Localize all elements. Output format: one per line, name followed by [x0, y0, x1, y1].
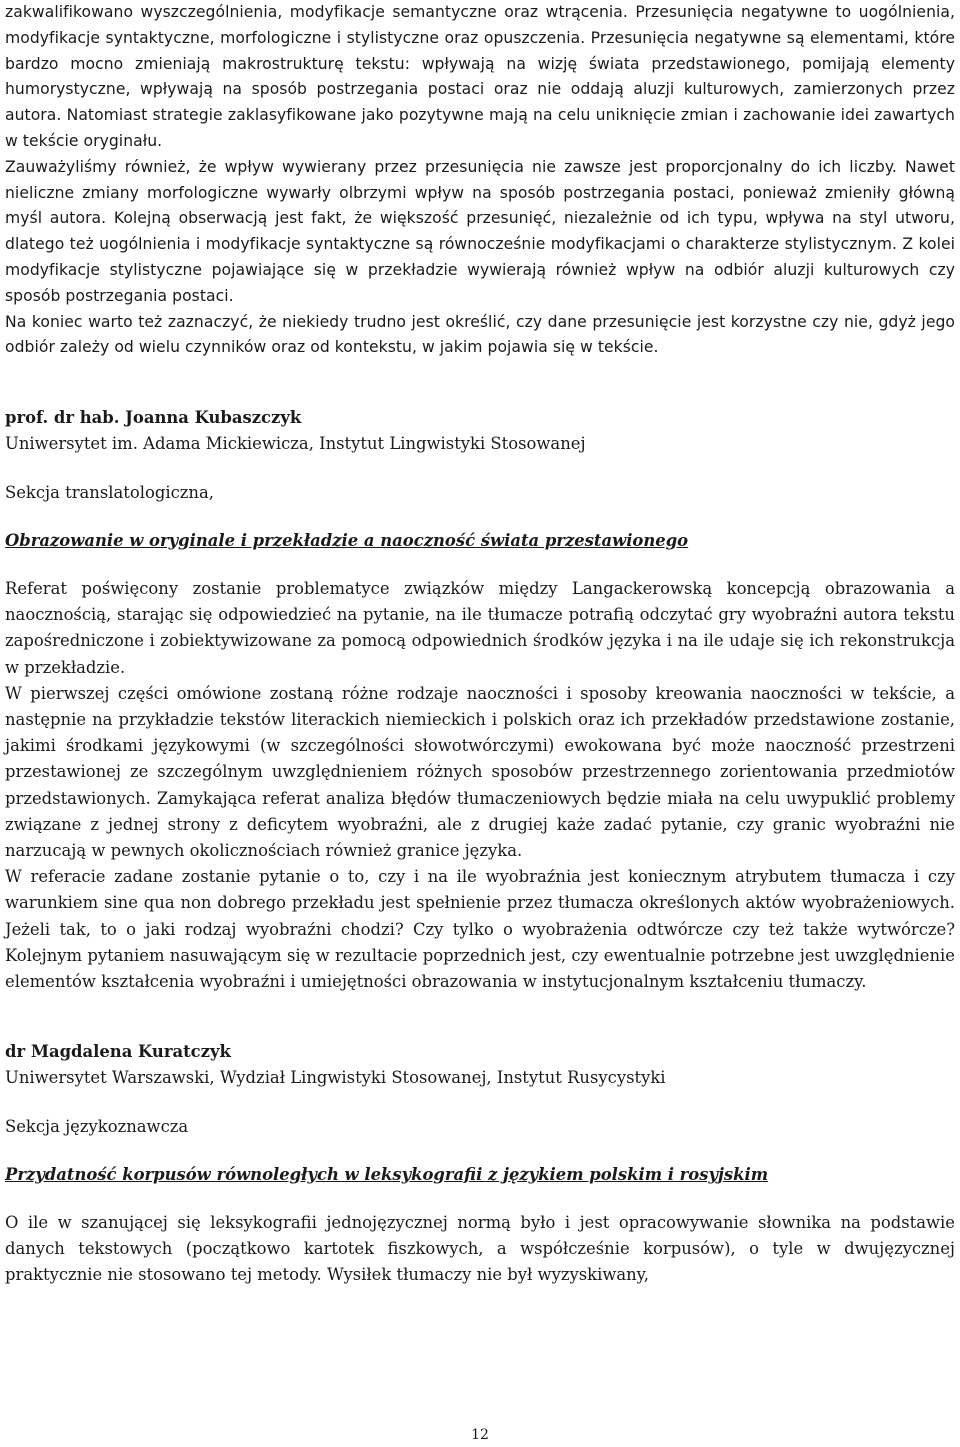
- affiliation: Uniwersytet Warszawski, Wydział Lingwistyki Stosowanej, Instytut Rusycystyki: [5, 1068, 666, 1088]
- author-line: [5, 405, 955, 431]
- author-name: Magdalena Kuratczyk: [30, 1042, 231, 1062]
- paragraph: Na koniec warto też zaznaczyć, że niekiedy trudno jest określić, czy dane przesunięcie jest korzystne czy nie, gdyż jego odbiór zależy od wielu czynników oraz od kontekstu, w jakim pojawia się w tekście.: [5, 312, 955, 357]
- document-page: [5, 0, 955, 1289]
- section-name: Sekcja językoznawcza: [5, 1116, 189, 1136]
- author-title: dr: [5, 1042, 26, 1062]
- paragraph: zakwalifikowano wyszczególnienia, modyfikacje semantyczne oraz wtrącenia. Przesunięcia negatywne to uogólnienia, modyfikacje syntaktyczne, morfologiczne i stylistyczne oraz opuszczenia. Przesunięcia negatywne są elementami, które bardzo mocno zmieniają makrostrukturę tekstu: wpływają na wizję świata przedstawionego, pomijają elementy humorystyczne, wpływają na sposób postrzegania postaci oraz nie oddają aluzji kulturowych, zamierzonych przez autora. Natomiast strategie zaklasyfikowane jako pozytywne mają na celu uniknięcie zmian i zachowanie idei zawartych w tekście oryginału.: [5, 3, 955, 150]
- closing-section: [5, 0, 955, 361]
- talk-title: Przydatność korpusów równoległych w leksykografii z językiem polskim i rosyjskim: [5, 1164, 769, 1184]
- abstract-entry-kuratczyk: [5, 1039, 955, 1288]
- author-name: Joanna Kubaszczyk: [125, 408, 302, 428]
- abstract-entry-kubaszczyk: [5, 405, 955, 995]
- author-title: prof. dr hab.: [5, 408, 120, 428]
- page-number: 12: [471, 1427, 489, 1443]
- talk-title: Obrazowanie w oryginale i przekładzie a naoczność świata przestawionego: [5, 530, 689, 550]
- author-line: [5, 1039, 955, 1065]
- paragraph: Zauważyliśmy również, że wpływ wywierany przez przesunięcia nie zawsze jest proporcjonalny do ich liczby. Nawet nieliczne zmiany morfologiczne wywarły olbrzymi wpływ na sposób postrzegania postaci, ponieważ zmieniły główną myśl autora. Kolejną obserwacją jest fakt, że większość przesunięć, niezależnie od ich typu, wpływa na styl utworu, dlatego też uogólnienia i modyfikacje syntaktyczne są równocześnie modyfikacjami o charakterze stylistycznym. Z kolei modyfikacje stylistyczne pojawiające się w przekładzie wywierają również wpływ na odbiór aluzji kulturowych czy sposób postrzegania postaci.: [5, 157, 955, 305]
- paragraph: W referacie zadane zostanie pytanie o to, czy i na ile wyobraźnia jest koniecznym atrybutem tłumacza i czy warunkiem sine qua non dobrego przekładu jest spełnienie przez tłumacza określonych aktów wyobrażeniowych. Jeżeli tak, to o jaki rodzaj wyobraźni chodzi? Czy tylko o wyobrażenia odtwórcze czy też także wytwórcze? Kolejnym pytaniem nasuwającym się w rezultacie poprzednich jest, czy ewentualnie potrzebne jest uwzględnienie elementów kształcenia wyobraźni i umiejętności obrazowania w instytucjonalnym kształceniu tłumaczy.: [5, 867, 955, 992]
- affiliation: Uniwersytet im. Adama Mickiewicza, Instytut Lingwistyki Stosowanej: [5, 434, 586, 454]
- section-name: Sekcja translatologiczna,: [5, 482, 214, 502]
- paragraph: W pierwszej części omówione zostaną różne rodzaje naoczności i sposoby kreowania naoczności w tekście, a następnie na przykładzie tekstów literackich niemieckich i polskich oraz ich przekładów przedstawione zostanie, jakimi środkami językowymi (w szczególności słowotwórczymi) ewokowana być może naoczność przestrzeni przestawionej ze szczególnym uwzględnieniem różnych sposobów przestrzennego zorientowania przedmiotów przedstawionych. Zamykająca referat analiza błędów tłumaczeniowych będzie miała na celu uwypuklić problemy związane z jednej strony z deficytem wyobraźni, ale z drugiej każe zadać pytanie, czy granic wyobraźni nie narzucają w pewnych okolicznościach również granice języka.: [5, 683, 955, 860]
- paragraph: O ile w szanującej się leksykografii jednojęzycznej normą było i jest opracowywanie słownika na podstawie danych tekstowych (początkowo kartotek fiszkowych, a współcześnie korpusów), o tyle w dwujęzycznej praktycznie nie stosowano tej metody. Wysiłek tłumaczy nie był wyzyskiwany,: [5, 1213, 955, 1285]
- paragraph: Referat poświęcony zostanie problematyce związków między Langackerowską koncepcją obrazowania a naocznością, starając się odpowiedzieć na pytanie, na ile tłumacze potrafią odczytać gry wyobraźni autora tekstu zapośredniczone i zobiektywizowane za pomocą odpowiednich środków języka i na ile udaje się ich rekonstrukcja w przekładzie.: [5, 578, 955, 677]
